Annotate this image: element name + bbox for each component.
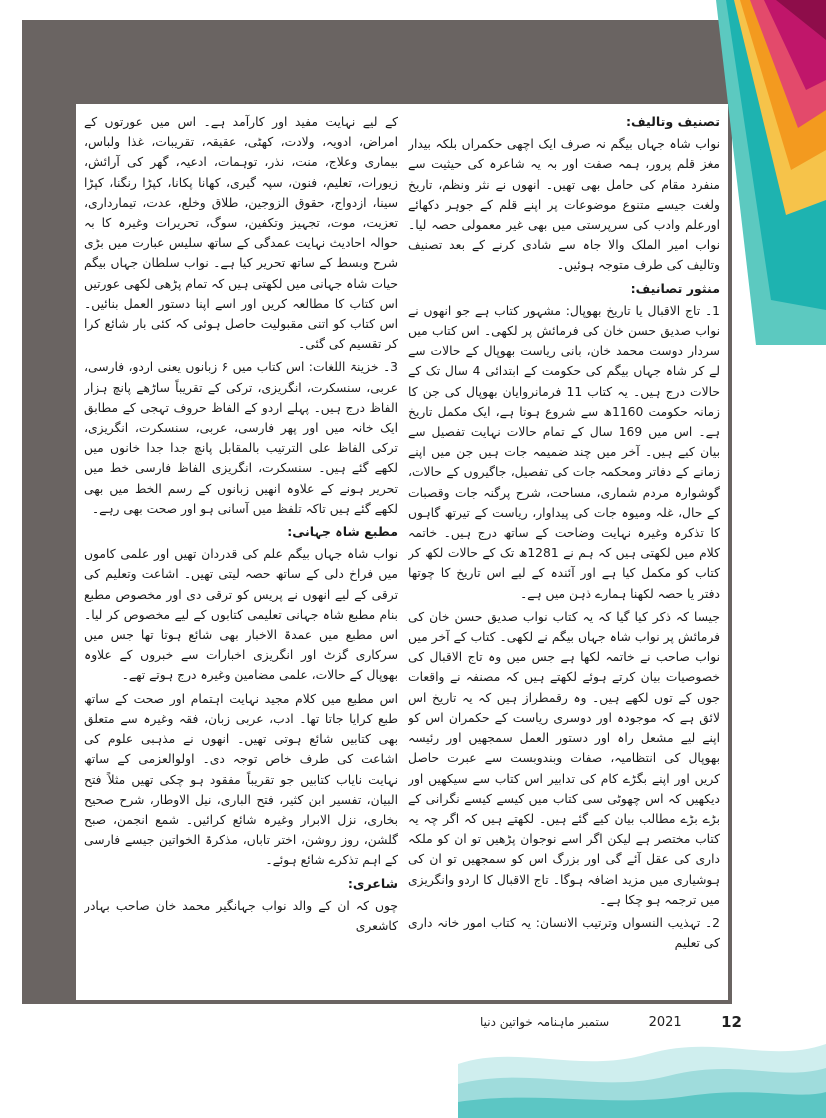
page-footer [480,1010,742,1034]
section-heading: شاعری: [347,875,398,891]
footer-month: ستمبر [578,1015,610,1029]
paragraph: 2۔ تہذیب النسواں وترتیب الانسان: یہ کتاب امور خانہ داری کی تعلیم [408,915,720,951]
section-heading: تصنیف وتالیف: [626,114,720,129]
section-heading: منثور تصانیف: [630,280,720,296]
paragraph: کے لیے نہایت مفید اور کارآمد ہے۔ اس میں عورتوں کے امراض، ادویہ، ولادت، کھٹی، عقیقہ، تقریبات، غذا ولباس، بیماری وعلاج، منت، نذر، توہمات، ادعیہ، گھر کی آرائش، زیورات، تعلیم، فنون، سپہ گیری، کھانا پکانا، کپڑا رنگنا، کپڑا سینا، ازدواج، حقوق الزوجین، طلاق وخلع، عدت، تیمارداری، تعزیت، موت، تجہیز وتکفین، سوگ، تحریرات وغیرہ کا بہ حوالہ احادیث نہایت عمدگی کے ساتھ سلیس عبارت میں بڑی شرح وبسط کے ساتھ تحریر کیا ہے۔ نواب سلطان جہاں بیگم حیات شاہ جہانی میں لکھتی ہیں کہ تمام پڑھی لکھی عورتیں اس کتاب کا مطالعہ کریں اور اسے اپنا دستور العمل بنائیں۔ اس کتاب کو اتنی مقبولیت حاصل ہوئی کہ کئی بار شائع کرا کر تقسیم کی گئی۔ [84,115,398,352]
paragraph: نواب شاہ جہاں بیگم علم کی قدردان تھیں اور علمی کاموں میں فراخ دلی کے ساتھ حصہ لیتی تھیں۔ اشاعت وتعلیم کی ترقی کے لیے انھوں نے پریس کو ترقی دی اور مخصوص مطبع بنام مطبع شاہ جہانی تعلیمی کتابوں کے لیے مخصوص کر لیا۔ اس مطبع میں عمدۃ الاخبار بھی شائع ہوتا تھا جس میں سرکاری گزٹ اور انگریزی اخبارات سے خبروں کے علاوہ بھوپال کے حالات، علمی مضامین وغیرہ درج ہوتے تھے۔ [84,547,398,683]
article-page [76,104,728,1000]
magazine-title [480,1015,609,1029]
paragraph: اس مطبع میں کلام مجید نہایت اہتمام اور صحت کے ساتھ طبع کرایا جاتا تھا۔ ادب، عربی زبان، فقہ وغیرہ سے متعلق بھی کتابیں شائع ہوتی تھیں۔ انھوں نے مذہبی علوم کی اشاعت کی طرف خاص توجہ دی۔ اولوالعزمی کے ساتھ نہایت نایاب کتابیں جو تقریباً مفقود ہو چکی تھیں مثلاً فتح البیان، تفسیر ابن کثیر، فتح الباری، نیل الاوطار، شرح صحیح بخاری، نزل الابرار وغیرہ شائع کرائیں۔ شمع انجمن، صبح گلشن، روز روشن، اختر تاباں، مذکرۃ الخواتین جیسے فارسی کے اہم تذکرے شائع ہوئے۔ [84,691,398,868]
section-heading: مطبع شاہ جہانی: [287,524,398,540]
footer-year: 2021 [648,1014,682,1030]
footer-magazine: ماہنامہ خواتین دنیا [480,1015,575,1029]
right-text-column [408,112,720,992]
page-number: 12 [721,1013,742,1031]
left-text-column [84,112,398,992]
paragraph: چوں کہ ان کے والد نواب جہانگیر محمد خان صاحب بہادر کاشعری [84,898,398,933]
decorative-ribbon [716,0,826,345]
paragraph: 1۔ تاج الاقبال یا تاریخ بھوپال: مشہور کتاب ہے جو انھوں نے نواب صدیق حسن خان کی فرمائش پر لکھی۔ اس کتاب میں سردار دوست محمد خان، بانی ریاست بھوپال کے حالات سے لے کر شاہ جہاں بیگم کی حکومت کے ابتدائی 4 سال تک کے حالات درج ہیں۔ یہ کتاب 11 فرمانروایان بھوپال کی جن کا زمانہ حکومت 1160ھ سے شروع ہوتا ہے، ایک مکمل تاریخ ہے۔ اس میں 169 سال کے تمام حالات نہایت تفصیل سے بیان کیے ہیں۔ آخر میں چند ضمیمہ جات ہیں جن میں اپنے زمانے کے دفاتر ومحکمہ جات کی تفصیل، جاگیروں کے حالات، گوشوارہ مردم شماری، مساحت، شرح پرگنہ جات وقصبات کے حال، غلہ ومیوہ جات کی پیداوار، ریاست کے تیرتھ گاہوں کا تذکرہ وغیرہ نہایت وضاحت کے ساتھ درج ہیں۔ خاتمہ کلام میں لکھتی ہیں کہ ہم نے 1281ھ تک کے حالات لکھ کر کتاب کو مکمل کیا ہے اور آئندہ کے لیے اس تاریخ کا چوتھا دفتر یا حصہ لکھنا ہمارے ذہن میں ہے۔ [408,303,720,601]
paragraph: نواب شاہ جہاں بیگم نہ صرف ایک اچھی حکمراں بلکہ بیدار مغز قلم پرور، ہمہ صفت اور بہ یہ شاعرہ کی حیثیت سے منفرد مقام کی حامل بھی تھیں۔ انھوں نے نثر ونظم، تاریخ ولغت جیسے متنوع موضوعات پر اپنے قلم کے جوہر دکھائے اورعلم وادب کی سرپرستی میں بھی غیر معمولی حصہ لیا۔ نواب امیر الملک والا جاہ سے شادی کرنے کے بعد تصنیف وتالیف کی طرف متوجہ ہوئیں۔ [408,137,720,273]
paragraph: جیسا کہ ذکر کیا گیا کہ یہ کتاب نواب صدیق حسن خان کی فرمائش پر نواب شاہ جہاں بیگم نے لکھی۔ کتاب کے آخر میں نواب صاحب نے خاتمہ لکھا ہے جس میں وہ تاج الاقبال کی خصوصیات بیان کرتے ہوئے لکھتے ہیں کہ مصنفہ نے واقعات جوں کے توں لکھے ہیں۔ وہ رقمطراز ہیں کہ یہ تاریخ اس لائق ہے کہ موجودہ اور دوسری ریاست کے حکمران اس کو اپنے لیے مشعل راہ اور دستور العمل سمجھیں اور رئیسہ بھوپال کی انتظامیہ، صفات وبندوبست سے عبرت حاصل کریں اور اپنے بگڑے کام کی تدابیر اس کتاب سے سیکھیں اور دیکھیں کہ اس چھوٹی سی کتاب میں کیسے کیسے نگرانی کے بڑے بڑے مطالب بیان کیے گئے ہیں۔ لکھتے ہیں کہ اگر چہ یہ کتاب مختصر ہے لیکن اگر اسے نوجوان پڑھیں تو ان کو ملکہ داری کی عقل آئے گی اور بزرگ اس کو سمجھیں تو ان کی ہوشیاری میں مزید اضافہ ہوگا۔ تاج الاقبال کا اردو وانگریزی میں ترجمہ ہو چکا ہے۔ [408,609,720,907]
paragraph: 3۔ خزینۃ اللغات: اس کتاب میں ۶ زبانوں یعنی اردو، فارسی، عربی، سنسکرت، انگریزی، ترکی کے تقریباً ساڑھے پانچ ہزار الفاظ درج ہیں۔ پہلے اردو کے الفاظ حروف تہجی کے مطابق ایک خانہ میں اور پھر فارسی، عربی، سنسکرت، انگریزی، ترکی الفاظ علی الترتیب بالمقابل پانچ جدا جدا خانوں میں لکھے گئے ہیں۔ سنسکرت، انگریزی الفاظ فارسی خط میں تحریر ہونے کے علاوہ انھیں زبانوں کے رسم الخط میں بھی لکھے گئے ہیں تاکہ تلفظ میں آسانی ہو اور صحت بھی رہے۔ [84,360,398,516]
